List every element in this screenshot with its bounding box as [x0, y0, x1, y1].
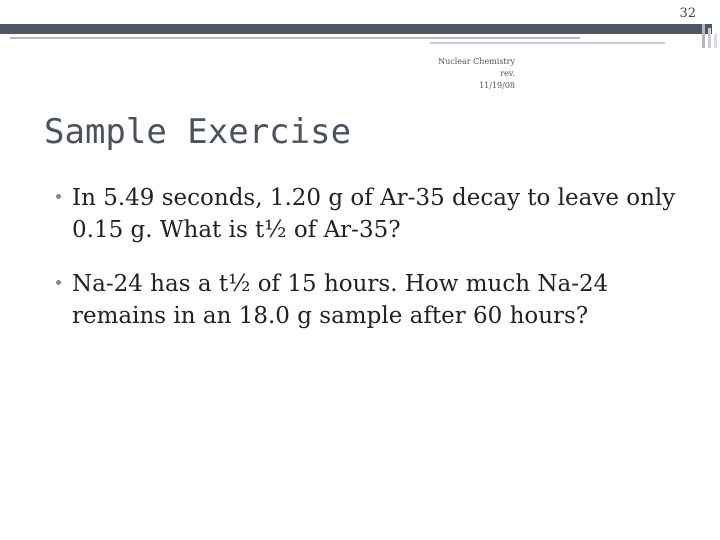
- slide-number: 32: [679, 6, 696, 21]
- header-rule-secondary: [430, 42, 665, 44]
- bullet-item: [56, 182, 676, 246]
- header-rule: [10, 37, 580, 39]
- header-bar: [0, 24, 712, 34]
- footer-note-line: Nuclear Chemistry rev.: [438, 57, 515, 78]
- slide-title: Sample Exercise: [44, 112, 352, 152]
- footer-note-line: 11/19/08: [479, 81, 515, 90]
- bullet-dot-icon: [56, 280, 61, 285]
- bullet-text: Na-24 has a t½ of 15 hours. How much Na-24 remains in an 18.0 g sample after 60 hours?: [72, 271, 609, 329]
- footer-note: [427, 56, 515, 92]
- corner-stripe: [714, 34, 717, 48]
- top-band: [0, 0, 712, 24]
- corner-stripe: [702, 24, 705, 48]
- bullet-text: In 5.49 seconds, 1.20 g of Ar-35 decay to leave only 0.15 g. What is t½ of Ar-35?: [72, 185, 676, 243]
- corner-stripe: [708, 28, 711, 48]
- bullet-dot-icon: [56, 194, 61, 199]
- bullet-item: [56, 268, 676, 332]
- bullet-list: [56, 182, 676, 354]
